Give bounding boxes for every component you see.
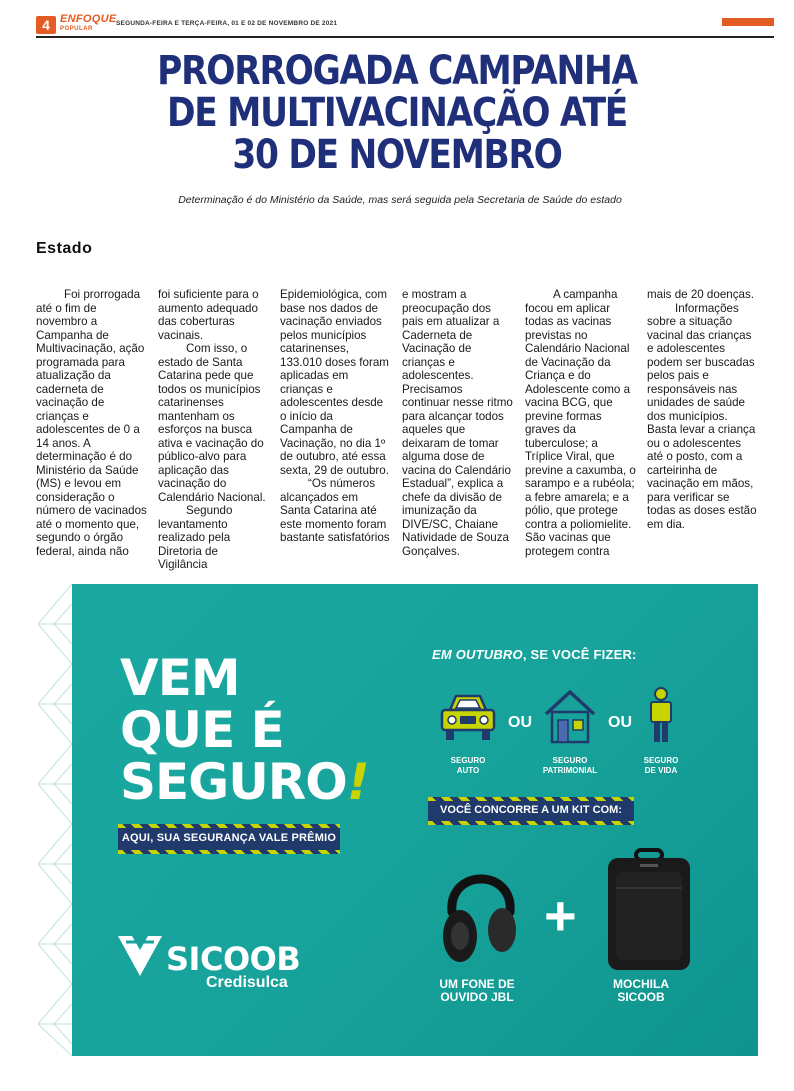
sicoob-logo — [118, 936, 301, 991]
headphones-icon — [438, 850, 524, 970]
paragraph: e mostram a preocupação dos pais em atualizar a Caderneta de Vacinação de crianças e adolescentes. Precisamos continuar nesse ritmo para alcançar todos aqueles que deixaram de tomar alguma dose de vacina do Calendário Estadual”, explica a chefe da divisão de imunização da DIVE/SC, Chaiane Natividade de Souza Gonçalves. — [402, 288, 513, 558]
article-column-5 — [525, 288, 636, 558]
page-header — [36, 14, 774, 38]
offer-question — [432, 647, 637, 662]
ad-headline — [120, 649, 369, 811]
paragraph: Segundo levantamento realizado pela Diretoria de Vigilância — [158, 504, 233, 571]
tagline-banner — [118, 824, 340, 854]
hazard-stripes — [428, 821, 634, 825]
label-line: OUVIDO JBL — [440, 990, 514, 1004]
article-column-2 — [158, 288, 269, 572]
title-line-2: DE MULTIVACINAÇÃO ATÉ — [167, 90, 627, 136]
prize-label-backpack — [586, 978, 696, 1004]
advertisement[interactable] — [72, 584, 758, 1056]
label-line: AUTO — [456, 766, 480, 775]
title-line-3: 30 DE NOVEMBRO — [232, 132, 562, 178]
sicoob-symbol-icon — [118, 936, 162, 978]
article-title — [142, 50, 653, 176]
hazard-stripes — [118, 850, 340, 854]
paragraph: Epidemiológica, com base nos dados de vacinação enviados pelos municípios catarinenses, 133.010 doses foram aplicadas em crianças e adolescentes desde o início da Campanha de Vacinação, no dia 1º de outubro, até essa sexta, 29 de outubro. — [280, 288, 389, 477]
label-line: SEGURO — [643, 756, 679, 765]
sicoob-wordmark: SICOOB — [166, 940, 301, 978]
prize-banner-text: VOCÊ CONCORRE A UM KIT COM: — [440, 804, 622, 816]
paragraph: Informações sobre a situação vacinal das crianças e adolescentes podem ser buscadas pelos pais e responsáveis nas unidades de saúde dos municípios. Basta levar a criança ou o adolescentes até o posto, com a carteirinha de vacinação em mãos, para verificar se todas as doses estão em dia. — [647, 301, 757, 531]
ad-headline-line-2: QUE É — [120, 701, 284, 759]
brand-name: ENFOQUE — [60, 13, 117, 25]
exclamation-mark: ! — [346, 753, 369, 811]
article-subtitle: Determinação é do Ministério da Saúde, mas será seguida pela Secretaria de Saúde do estado — [178, 194, 622, 206]
title-line-1: PRORROGADA CAMPANHA — [157, 48, 637, 94]
house-icon — [542, 688, 598, 744]
label-line: SEGURO — [450, 756, 486, 765]
backpack-icon — [602, 848, 696, 972]
offer-month: EM OUTUBRO — [432, 647, 523, 662]
insurance-label-auto — [428, 756, 508, 776]
hazard-stripes — [428, 797, 634, 801]
geometric-lines-icon — [36, 584, 72, 1056]
label-line: SEGURO — [552, 756, 588, 765]
prize-label-headphones — [422, 978, 532, 1004]
article-column-6 — [647, 288, 758, 531]
sicoob-subtitle: Credisulca — [206, 974, 288, 991]
article-column-1 — [36, 288, 147, 558]
brand-sub: POPULAR — [60, 26, 93, 32]
ad-line-decoration — [36, 584, 72, 1056]
paragraph: Com isso, o estado de Santa Catarina pede que todos os municípios catarinenses mantenham os esforços na busca ativa e vacinação do público-alvo para aplicação das vacinação do Calendário Nacional. — [158, 342, 266, 504]
brand-logo — [60, 14, 117, 33]
article-column-3 — [280, 288, 391, 545]
ad-headline-line-1: VEM — [120, 649, 240, 707]
issue-date: SEGUNDA-FEIRA E TERÇA-FEIRA, 01 E 02 DE NOVEMBRO DE 2021 — [116, 20, 338, 27]
article-column-4 — [402, 288, 513, 558]
hazard-stripes — [118, 824, 340, 828]
paragraph: foi suficiente para o aumento adequado das coberturas vacinais. — [158, 288, 259, 342]
or-text: OU — [508, 714, 532, 731]
paragraph: mais de 20 doenças. — [647, 288, 754, 301]
car-icon — [440, 692, 496, 744]
label-line: PATRIMONIAL — [542, 766, 598, 775]
label-line: SICOOB — [617, 990, 665, 1004]
plus-sign: + — [544, 884, 577, 947]
ad-headline-line-3: SEGURO — [120, 753, 347, 811]
page-number: 4 — [36, 16, 56, 34]
tagline-text: AQUI, SUA SEGURANÇA VALE PRÊMIO — [121, 832, 337, 844]
label-line: MOCHILA — [613, 977, 669, 991]
insurance-label-property — [530, 756, 610, 776]
insurance-label-life — [621, 756, 701, 776]
label-line: DE VIDA — [644, 766, 678, 775]
or-text: OU — [608, 714, 632, 731]
label-line: UM FONE DE — [439, 977, 515, 991]
section-label: Estado — [36, 240, 93, 257]
header-accent-bar — [722, 18, 774, 26]
paragraph: Foi prorrogada até o fim de novembro a Campanha de Multivacinação, ação programada para atualização da caderneta de vacinação de crianças e adolescentes de 0 a 14 anos. A determinação é do Ministério da Saúde (MS) e levou em consideração o número de vacinados até o momento que, segundo o órgão federal, ainda não — [36, 288, 147, 558]
offer-question-rest: , SE VOCÊ FIZER: — [522, 647, 637, 662]
prize-banner — [428, 797, 634, 825]
paragraph: A campanha focou em aplicar todas as vacinas previstas no Calendário Nacional de Vacinação da Criança e do Adolescente como a vacina BCG, que previne formas graves da tuberculose; a Tríplice Viral, que previne a caxumba, o sarampo e a rubéola; a febre amarela; e a pólio, que protege contra a poliomielite. São vacinas que protegem contra — [525, 288, 636, 558]
person-icon — [646, 686, 676, 744]
paragraph: “Os números alcançados em Santa Catarina até este momento foram bastante satisfatórios — [280, 477, 390, 544]
